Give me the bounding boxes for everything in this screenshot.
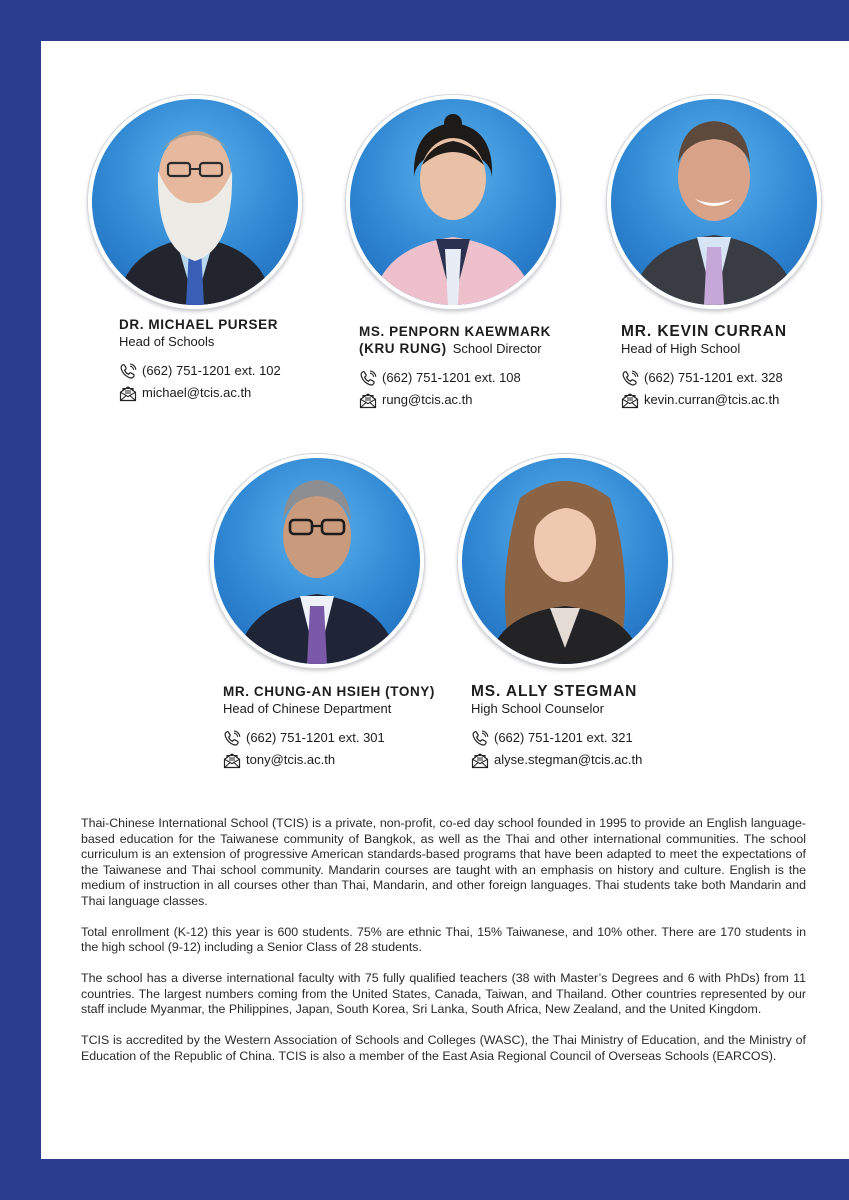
staff-photo-chung-an-hsieh: [210, 454, 424, 668]
staff-phone: (662) 751-1201 ext. 328: [644, 370, 783, 385]
envelope-icon: [621, 392, 639, 409]
phone-icon: [621, 370, 639, 387]
staff-email[interactable]: tony@tcis.ac.th: [246, 752, 336, 767]
staff-name: MS. PENPORN KAEWMARK: [359, 324, 552, 339]
staff-card-kevin-curran: [621, 323, 787, 411]
staff-name: DR. MICHAEL PURSER: [119, 317, 279, 332]
staff-photo-michael-purser: [88, 95, 302, 309]
staff-card-chung-an-hsieh: [223, 683, 435, 771]
staff-email[interactable]: rung@tcis.ac.th: [382, 392, 473, 407]
phone-icon: [223, 730, 241, 747]
staff-photo-kevin-curran: [607, 95, 821, 309]
about-paragraph: Total enrollment (K-12) this year is 600 students. 75% are ethnic Thai, 15% Taiwanese, and 10% other. There are 170 students in the high school (9-12) including a Senior Class of 28 students.: [81, 924, 806, 954]
staff-name: MR. KEVIN CURRAN: [621, 323, 787, 340]
about-paragraph: TCIS is accredited by the Western Association of Schools and Colleges (WASC), the Thai Ministry of Education, and the Ministry of Education of the Republic of China. TCIS is also a member of the East Asia Regional Council of Overseas Schools (EARCOS).: [81, 1033, 806, 1063]
staff-email[interactable]: kevin.curran@tcis.ac.th: [644, 392, 780, 407]
phone-icon: [119, 363, 137, 380]
staff-phone: (662) 751-1201 ext. 301: [246, 730, 385, 745]
envelope-icon: [471, 752, 489, 769]
staff-card-penporn-kaewmark: [359, 323, 551, 411]
staff-email[interactable]: michael@tcis.ac.th: [142, 385, 252, 400]
staff-role: Head of Chinese Department: [223, 701, 392, 716]
staff-name: MR. CHUNG-AN HSIEH (TONY): [223, 684, 435, 699]
envelope-icon: [359, 392, 377, 409]
staff-phone: (662) 751-1201 ext. 102: [142, 363, 281, 378]
staff-photo-penporn-kaewmark: [346, 95, 560, 309]
phone-icon: [471, 730, 489, 747]
staff-email[interactable]: alyse.stegman@tcis.ac.th: [494, 752, 643, 767]
about-paragraph: The school has a diverse international faculty with 75 fully qualified teachers (38 with Master’s Degrees and 6 with PhDs) from 11 countries. The largest numbers coming from the United States, Canada, Taiwan, and Thailand. Other countries represented by our staff include Myanmar, the Philippines, Japan, South Korea, Sri Lanka, South Africa, New Zealand, and the United Kingdom.: [81, 971, 806, 1016]
staff-phone: (662) 751-1201 ext. 108: [382, 370, 521, 385]
envelope-icon: [119, 385, 137, 402]
staff-phone: (662) 751-1201 ext. 321: [494, 730, 633, 745]
staff-role: Head of High School: [621, 341, 741, 356]
about-paragraph: Thai-Chinese International School (TCIS) is a private, non-profit, co-ed day school founded in 1995 to provide an English language-based education for the Taiwanese community of Bangkok, as well as the Thai and other international communities. The school curriculum is an extension of progressive American standards-based programs that have been adapted to meet the expectations of the Taiwanese and Thai school community. Mandarin courses are taught with an emphasis on history and culture. English is the medium of instruction in all courses other than Thai, Mandarin, and other foreign languages. Thai students take both Mandarin and Thai language classes.: [81, 816, 806, 908]
envelope-icon: [223, 752, 241, 769]
staff-name: MS. ALLY STEGMAN: [471, 683, 638, 700]
staff-photo-ally-stegman: [458, 454, 672, 668]
staff-card-michael-purser: [119, 316, 281, 404]
phone-icon: [359, 370, 377, 387]
staff-role: School Director: [452, 341, 542, 356]
staff-card-ally-stegman: [471, 683, 642, 771]
staff-role: Head of Schools: [119, 334, 215, 349]
staff-role: High School Counselor: [471, 701, 604, 716]
staff-nickname: (KRU RUNG): [359, 341, 447, 356]
school-description: [81, 816, 806, 1080]
